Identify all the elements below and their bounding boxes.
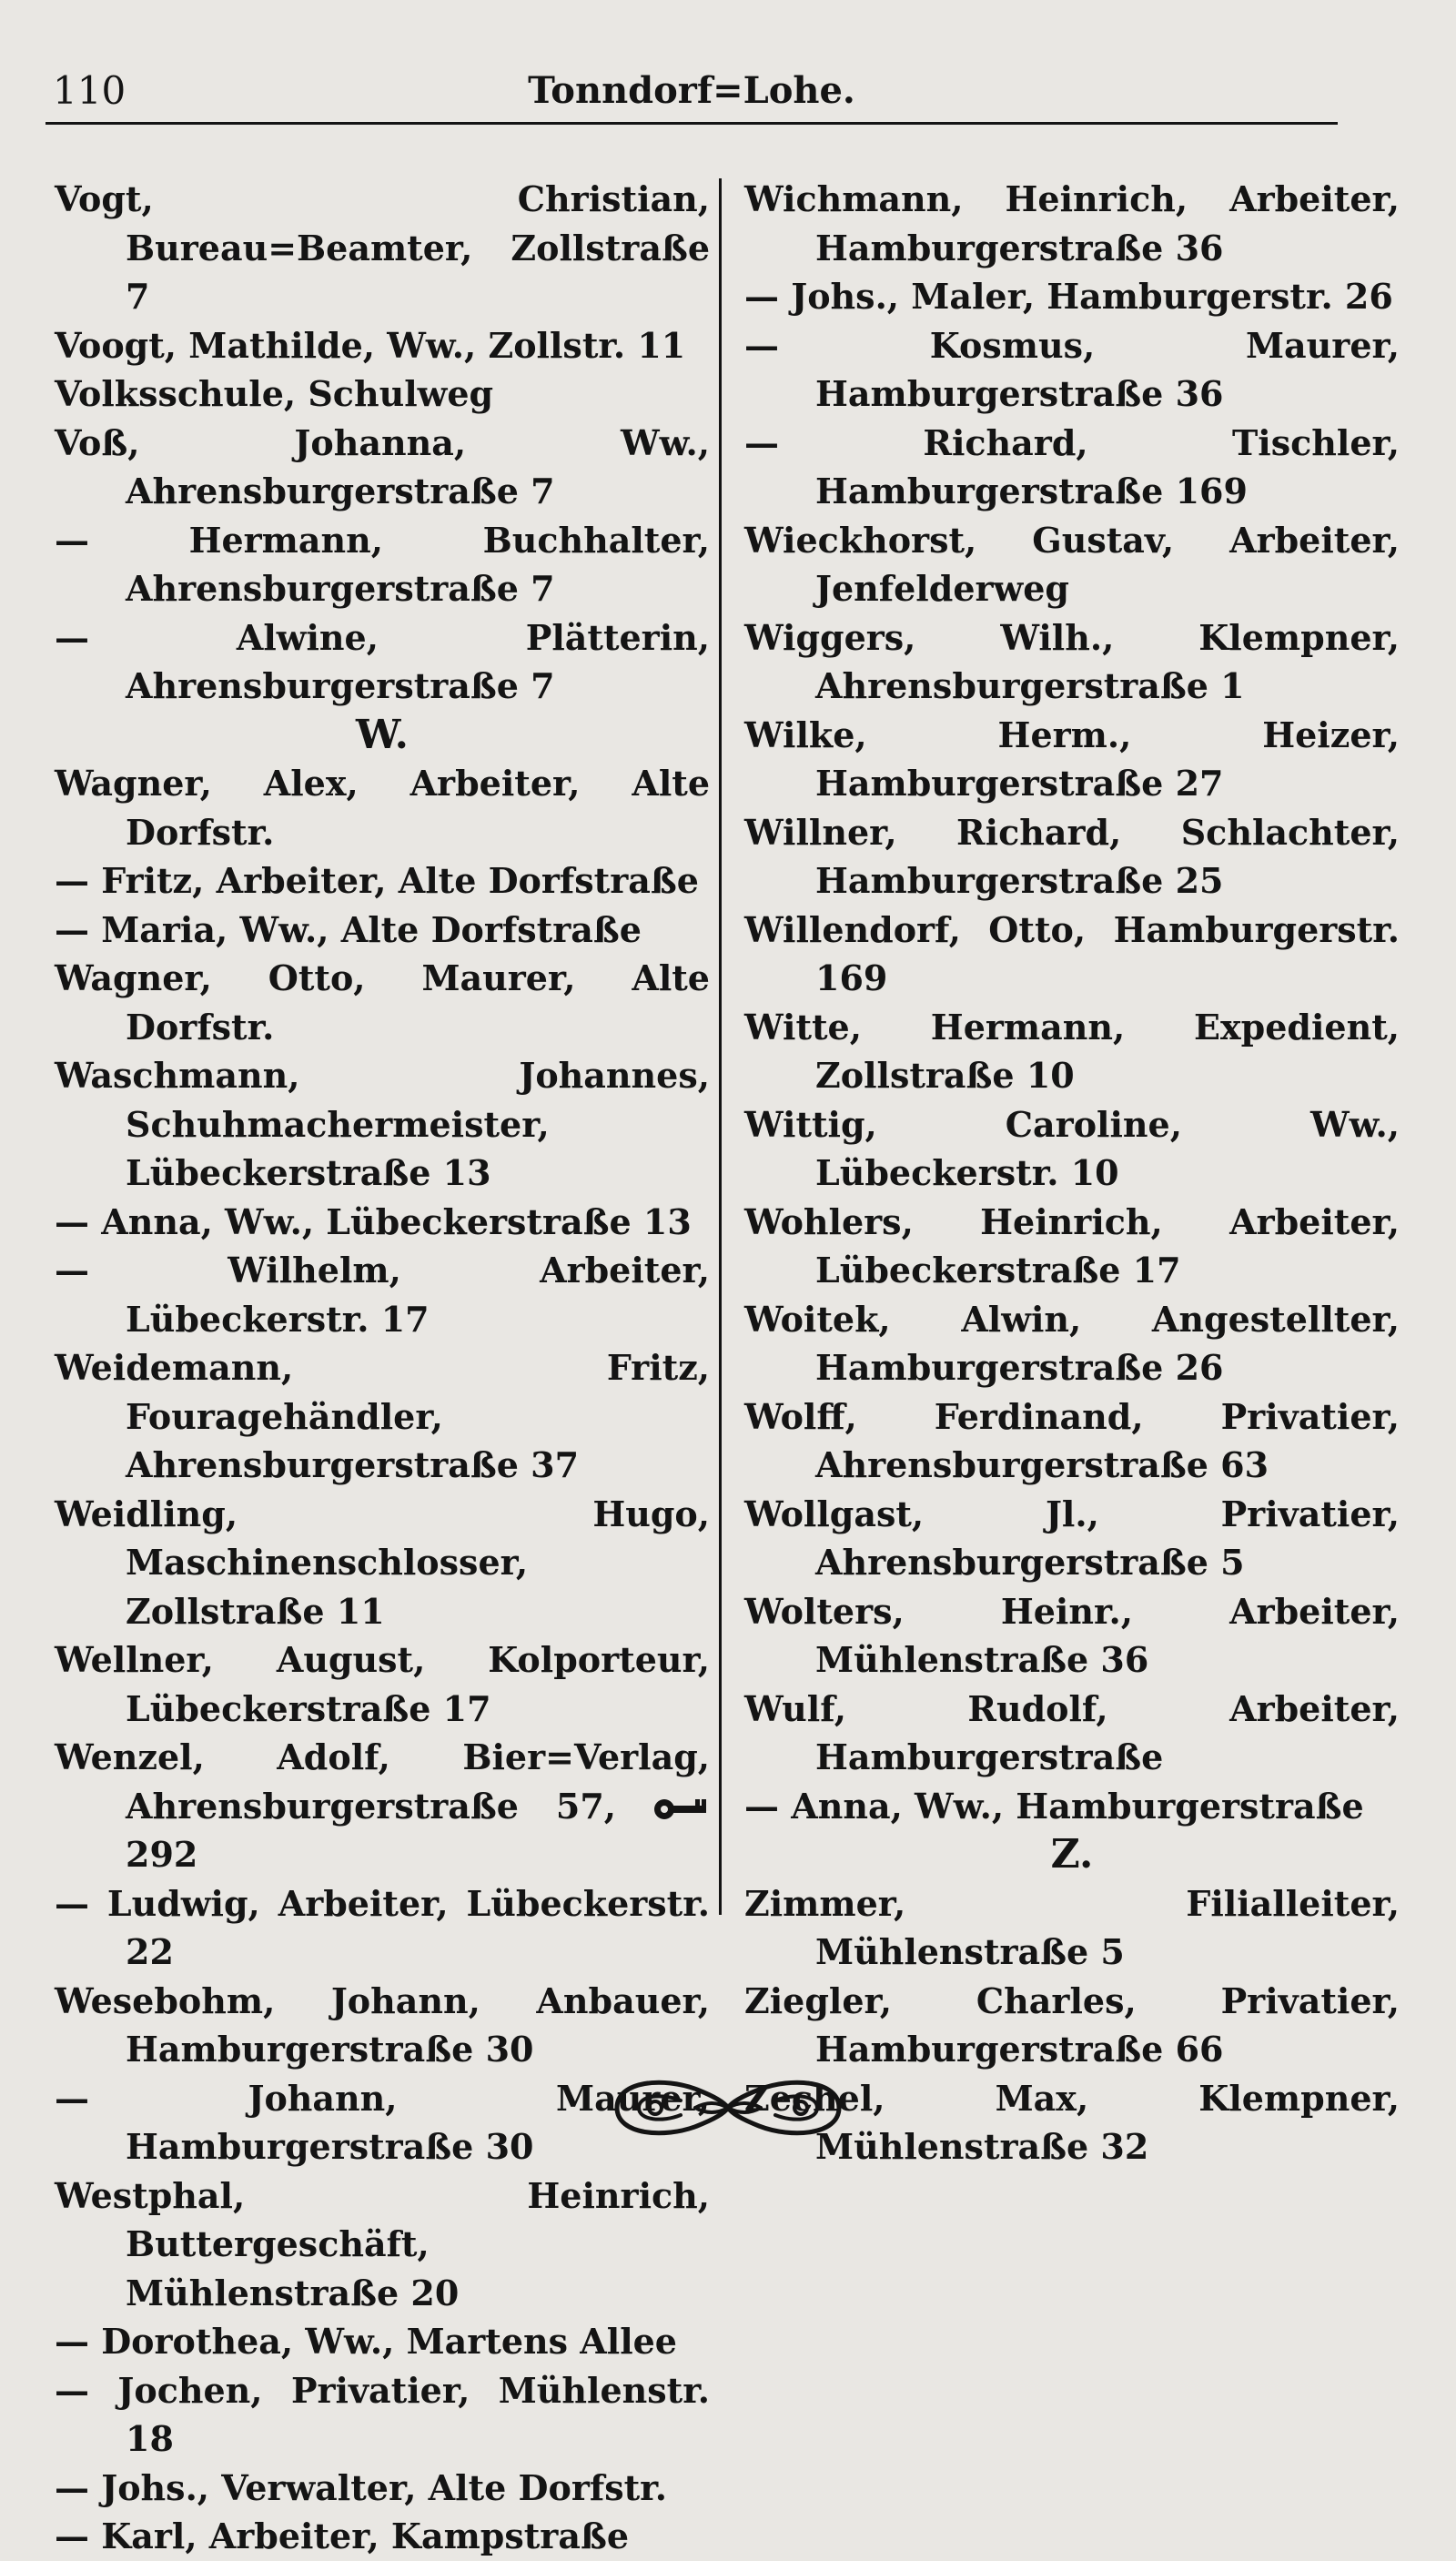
- entry-text: — Johs., Maler, Hamburgerstr. 26: [744, 276, 1393, 317]
- directory-entry-kosmus: [744, 321, 1400, 419]
- directory-entry-westphal: [55, 2171, 710, 2318]
- page-header: [46, 64, 1338, 118]
- directory-entry-voogt: [55, 321, 710, 370]
- entry-text: Wichmann, Heinrich, Arbeiter, Hamburgerstraße 36: [744, 178, 1400, 268]
- phone-number: 292: [126, 1834, 198, 1875]
- entry-text: Wellner, August, Kolporteur, Lübeckerstraße 17: [55, 1639, 710, 1729]
- directory-entry-witte: [744, 1003, 1400, 1100]
- telephone-key-icon: [653, 1796, 710, 1823]
- entry-text: — Johs., Verwalter, Alte Dorfstr.: [55, 2466, 667, 2508]
- header-rule: [46, 122, 1338, 125]
- page-number: 110: [53, 68, 126, 113]
- directory-entry-wiggers: [744, 613, 1400, 711]
- entry-text: Wolters, Heinr., Arbeiter, Mühlenstraße 36: [744, 1590, 1400, 1680]
- entry-text: Witte, Hermann, Expedient, Zollstraße 10: [744, 1006, 1400, 1096]
- directory-entry-wieckhorst: [744, 516, 1400, 613]
- directory-entry-wolters: [744, 1587, 1400, 1685]
- entry-text: Wohlers, Heinrich, Arbeiter, Lübeckerstraße 17: [744, 1200, 1400, 1291]
- entry-text: — Fritz, Arbeiter, Alte Dorfstraße: [55, 860, 699, 901]
- column-divider: [719, 178, 722, 1915]
- directory-entry-weidemann: [55, 1343, 710, 1490]
- entry-text: Waschmann, Johannes, Schuhmachermeister, Lübeckerstraße 13: [55, 1055, 710, 1193]
- entry-text: Wenzel, Adolf, Bier=Verlag, Ahrensburgerstraße 57,: [55, 1736, 710, 1827]
- directory-entry-wulf: [744, 1685, 1400, 1782]
- directory-entry-anna: [55, 1198, 710, 1247]
- entry-text: Westphal, Heinrich, Buttergeschäft, Mühlenstraße 20: [55, 2174, 710, 2313]
- entry-text: Zechel, Max, Klempner, Mühlenstraße 32: [744, 2077, 1400, 2167]
- entry-text: Wollgast, Jl., Privatier, Ahrensburgerstraße 5: [744, 1493, 1400, 1583]
- directory-entry-wenzel: [55, 1733, 710, 1879]
- entry-text: — Maria, Ww., Alte Dorfstraße: [55, 908, 642, 950]
- directory-entry-alwine: [55, 613, 710, 711]
- section-letter: W.: [356, 711, 409, 758]
- entry-text: — Richard, Tischler, Hamburgerstraße 169: [744, 421, 1400, 511]
- entry-text: — Anna, Ww., Hamburgerstraße: [744, 1785, 1364, 1827]
- entry-text: Wilke, Herm., Heizer, Hamburgerstraße 27: [744, 714, 1400, 804]
- right-column: [744, 175, 1400, 2167]
- entry-text: Weidling, Hugo, Maschinenschlosser, Zollstraße 11: [55, 1493, 710, 1632]
- entry-text: Weidemann, Fritz, Fouragehändler, Ahrensburgerstraße 37: [55, 1347, 710, 1485]
- entry-text: Zimmer, Filialleiter, Mühlenstraße 5: [744, 1882, 1400, 1972]
- entry-text: Vogt, Christian, Bureau=Beamter, Zollstraße 7: [55, 178, 710, 317]
- directory-entry-dorothea: [55, 2317, 710, 2366]
- directory-entry-wichmann: [744, 175, 1400, 272]
- entry-text: Volksschule, Schulweg: [55, 373, 494, 414]
- running-title: Tonndorf=Lohe.: [528, 69, 855, 112]
- directory-entry-woitek: [744, 1295, 1400, 1392]
- directory-entry-wilhelm: [55, 1246, 710, 1343]
- directory-entry-wagner: [55, 954, 710, 1051]
- directory-entry-fritz: [55, 856, 710, 906]
- entry-text: — Dorothea, Ww., Martens Allee: [55, 2321, 677, 2362]
- directory-entry-hermann: [55, 516, 710, 613]
- entry-text: Ziegler, Charles, Privatier, Hamburgerstraße 66: [744, 1979, 1400, 2070]
- directory-entry-maria: [55, 906, 710, 955]
- directory-entry-voß: [55, 419, 710, 516]
- directory-entry-zimmer: [744, 1879, 1400, 1977]
- directory-entry-willner: [744, 808, 1400, 906]
- directory-entry-richard: [744, 419, 1400, 516]
- entry-text: Wolff, Ferdinand, Privatier, Ahrensburgerstraße 63: [744, 1395, 1400, 1485]
- entry-text: — Wilhelm, Arbeiter, Lübeckerstr. 17: [55, 1250, 710, 1340]
- directory-entry-wittig: [744, 1100, 1400, 1198]
- entry-text: Voß, Johanna, Ww., Ahrensburgerstraße 7: [55, 421, 710, 511]
- entry-text: Wagner, Alex, Arbeiter, Alte Dorfstr.: [55, 763, 710, 853]
- entry-text: Voogt, Mathilde, Ww., Zollstr. 11: [55, 324, 686, 366]
- entry-text: — Alwine, Plätterin, Ahrensburgerstraße 7: [55, 616, 710, 706]
- directory-entry-vogt: [55, 175, 710, 321]
- entry-text: Woitek, Alwin, Angestellter, Hamburgerstraße 26: [744, 1298, 1400, 1388]
- entry-text: — Ludwig, Arbeiter, Lübeckerstr. 22: [55, 1882, 710, 1972]
- directory-entry-karl: [55, 2512, 710, 2561]
- entry-text: Wieckhorst, Gustav, Arbeiter, Jenfelderweg: [744, 519, 1400, 609]
- entry-text: Wulf, Rudolf, Arbeiter, Hamburgerstraße: [744, 1687, 1400, 1777]
- directory-entry-jochen: [55, 2366, 710, 2464]
- directory-entry-volksschule: [55, 369, 710, 419]
- directory-entry-johs: [744, 272, 1400, 321]
- directory-entry-ludwig: [55, 1879, 710, 1977]
- directory-entry-johs: [55, 2464, 710, 2513]
- entry-text: Willner, Richard, Schlachter, Hamburgerstraße 25: [744, 811, 1400, 901]
- entry-text: — Karl, Arbeiter, Kampstraße: [55, 2515, 629, 2556]
- directory-entry-wollgast: [744, 1490, 1400, 1587]
- directory-entry-ziegler: [744, 1977, 1400, 2074]
- entry-text: — Jochen, Privatier, Mühlenstr. 18: [55, 2369, 710, 2459]
- entry-text: Wesebohm, Johann, Anbauer, Hamburgerstraße 30: [55, 1979, 710, 2070]
- entry-text: — Kosmus, Maurer, Hamburgerstraße 36: [744, 324, 1400, 414]
- directory-entry-anna: [744, 1782, 1400, 1831]
- entry-text: Wittig, Caroline, Ww., Lübeckerstr. 10: [744, 1103, 1400, 1193]
- entry-text: — Anna, Ww., Lübeckerstraße 13: [55, 1200, 692, 1242]
- directory-entry-waschmann: [55, 1051, 710, 1198]
- directory-entry-wagner: [55, 759, 710, 856]
- left-column: [55, 175, 710, 2556]
- directory-entry-wesebohm: [55, 1977, 710, 2074]
- directory-entry-weidling: [55, 1490, 710, 1636]
- directory-entry-wellner: [55, 1635, 710, 1733]
- entry-text: — Johann, Maurer, Hamburgerstraße 30: [55, 2077, 710, 2167]
- entry-text: — Hermann, Buchhalter, Ahrensburgerstraße 7: [55, 519, 710, 609]
- section-letter: Z.: [1050, 1831, 1094, 1878]
- entry-text: Wiggers, Wilh., Klempner, Ahrensburgerstraße 1: [744, 616, 1400, 706]
- entry-text: Willendorf, Otto, Hamburgerstr. 169: [744, 908, 1400, 998]
- directory-entry-wilke: [744, 711, 1400, 808]
- directory-entry-wolff: [744, 1392, 1400, 1490]
- directory-entry-willendorf: [744, 906, 1400, 1003]
- scroll-ornament-icon: [608, 2068, 848, 2148]
- directory-entry-wohlers: [744, 1198, 1400, 1295]
- entry-text: Wagner, Otto, Maurer, Alte Dorfstr.: [55, 957, 710, 1048]
